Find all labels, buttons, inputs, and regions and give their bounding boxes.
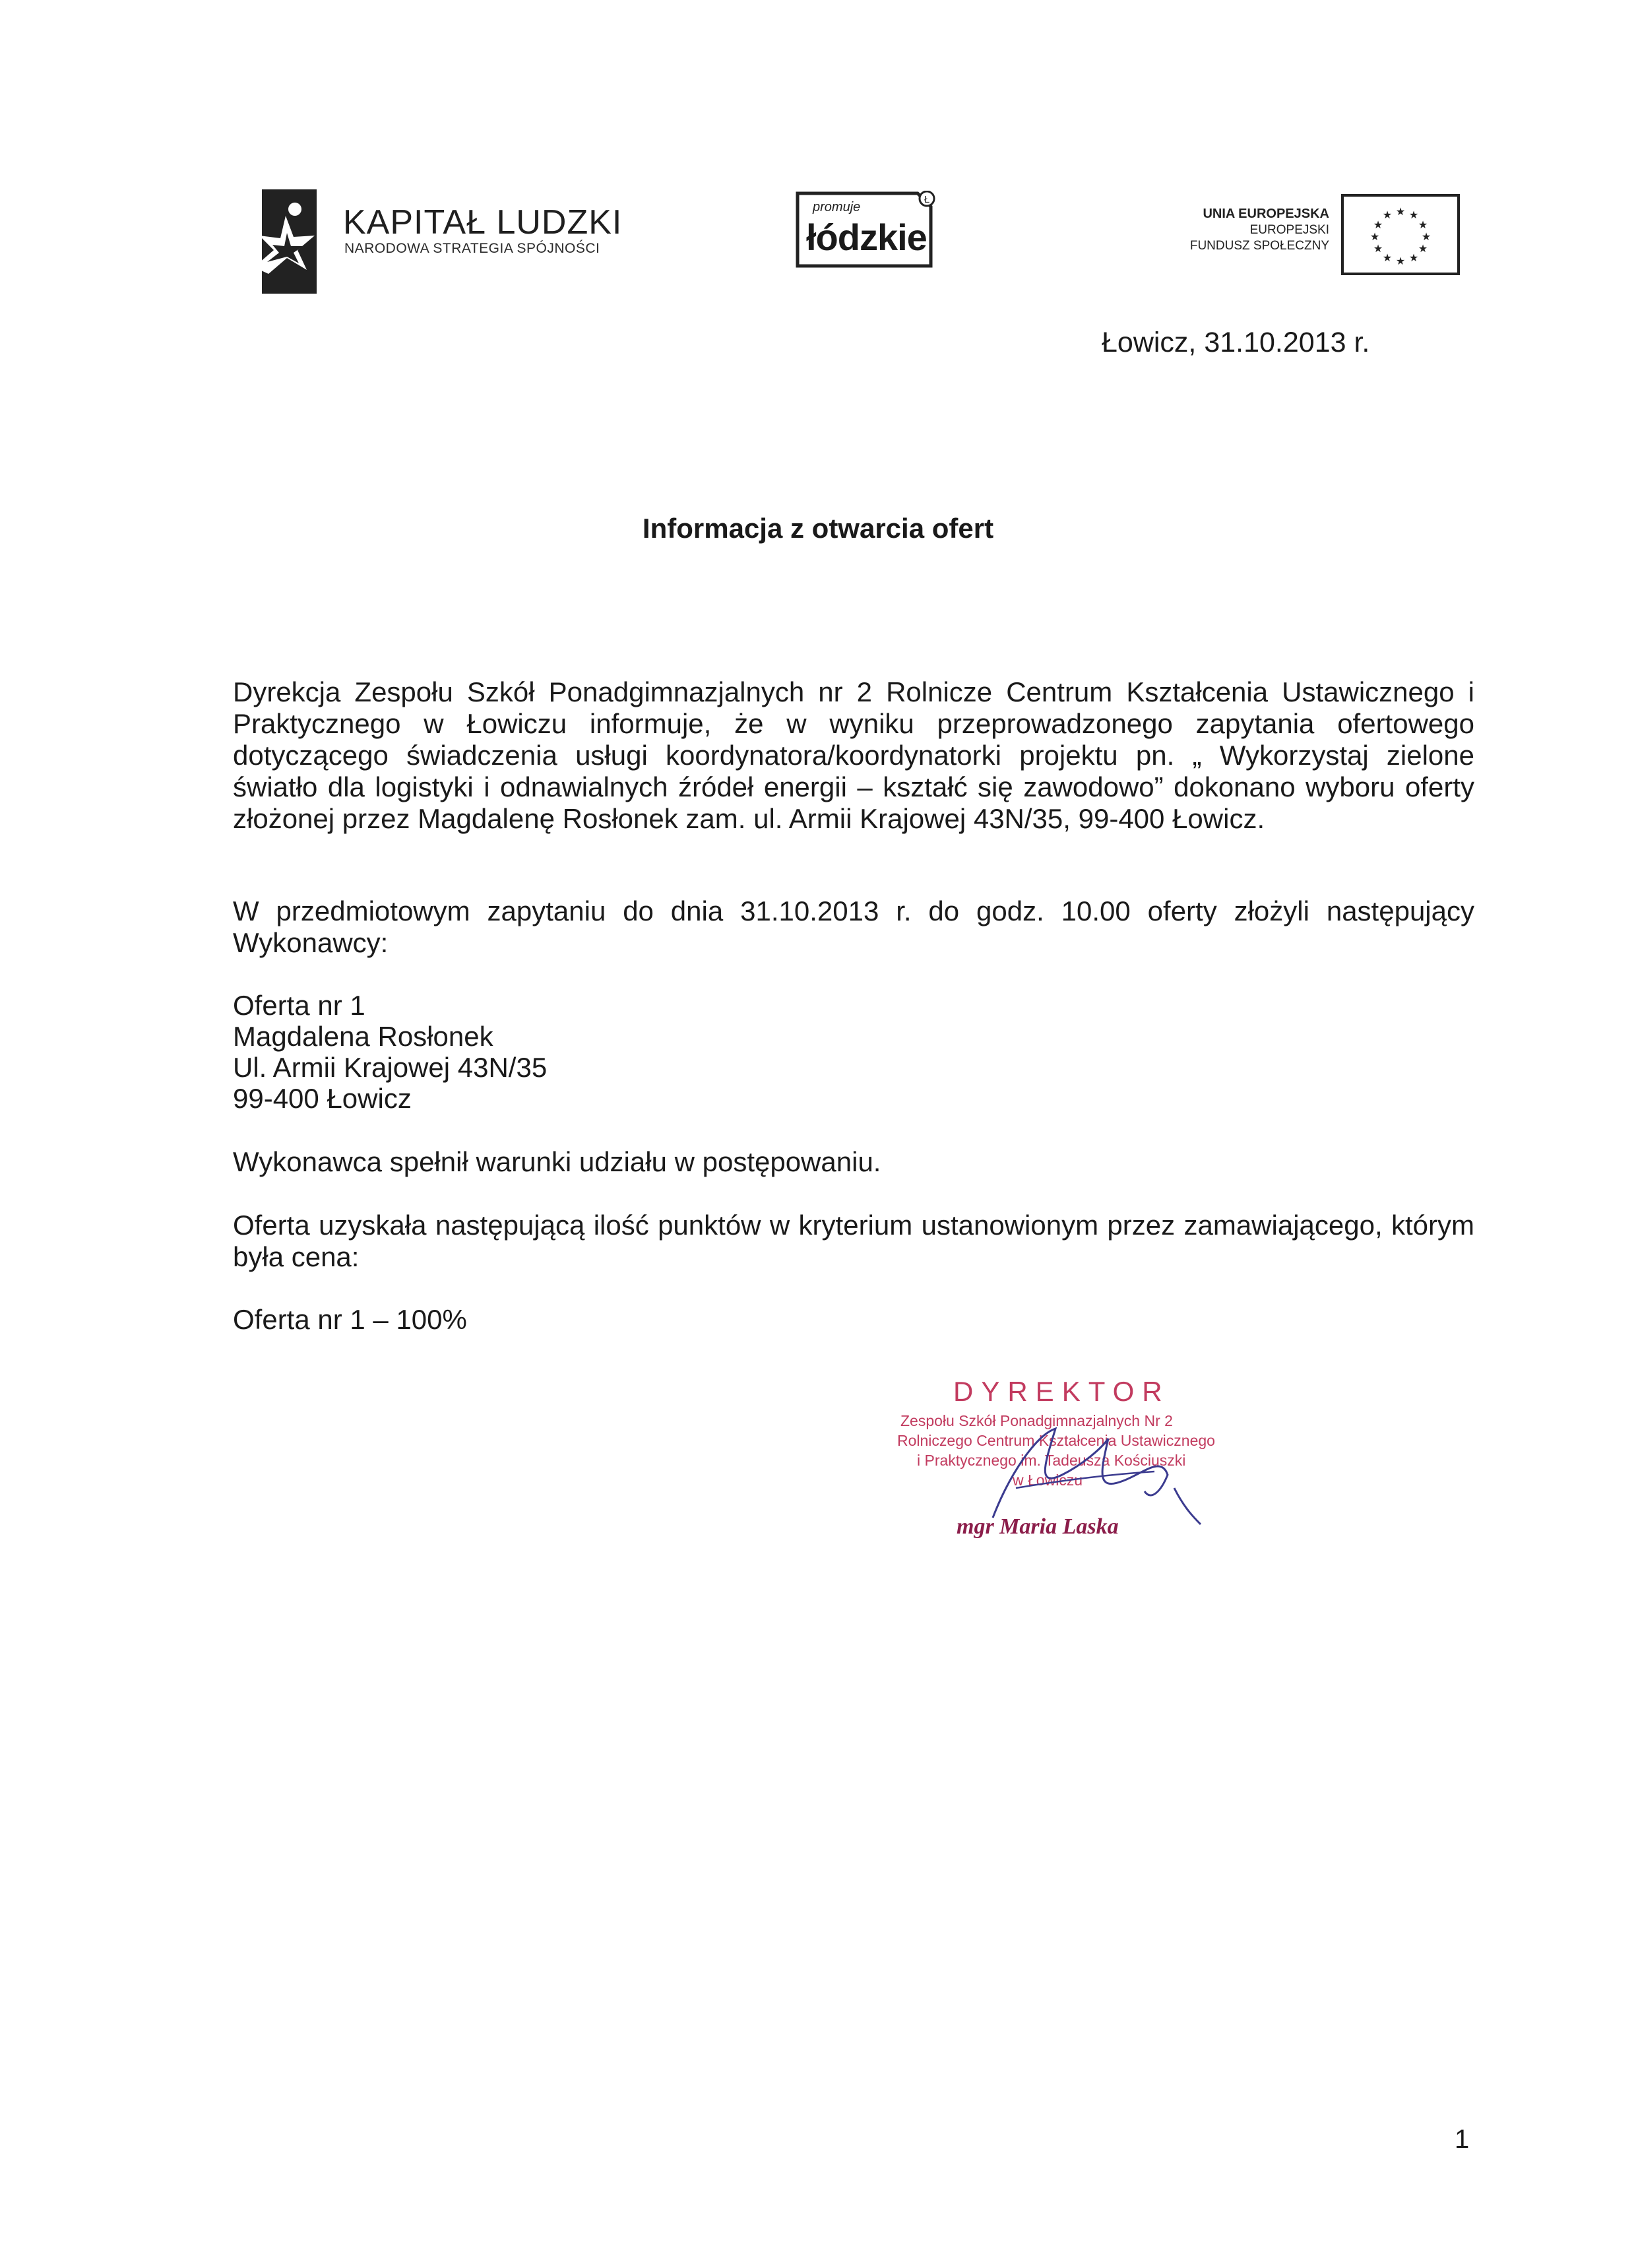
svg-text:★: ★ — [1408, 209, 1419, 221]
handwritten-signature-icon — [884, 1376, 1227, 1547]
paragraph-selection-info: Dyrekcja Zespołu Szkół Ponadgimnazjalnych nr 2 Rolnicze Centrum Kształcenia Ustawicznego i Praktycznego w Łowiczu informuje, że w wyniku przeprowadzonego zapytania ofertowego dotyczącego świadczenia usługi koordynatora/koordynatorki projektu pn. „ Wykorzystaj zielone światło dla logistyki i odnawialnych źródeł energii – kształć się zawodowo” dokonano wyboru oferty złożonej przez Magdalenę Rosłonek zam. ul. Armii Krajowej 43N/35, 99-400 Łowicz. — [233, 676, 1474, 834]
stamp-line-4: w Łowiczu — [1013, 1472, 1083, 1489]
svg-text:★: ★ — [1373, 218, 1383, 231]
paragraph-offers-submitted: W przedmiotowym zapytaniu do dnia 31.10.2013 r. do godz. 10.00 oferty złożyli następujący Wykonawcy: — [233, 895, 1474, 958]
document-date: Łowicz, 31.10.2013 r. — [1102, 327, 1370, 358]
kapital-ludzki-logo-icon — [254, 189, 317, 294]
stamp-line-3: i Praktycznego im. Tadeusza Kościuszki — [917, 1452, 1186, 1469]
document-title: Informacja z otwarcia ofert — [642, 513, 994, 544]
stamp-title: DYREKTOR — [953, 1376, 1170, 1407]
eu-label-line3: FUNDUSZ SPOŁECZNY — [1189, 239, 1329, 253]
eu-label-line1: UNIA EUROPEJSKA — [1203, 207, 1329, 221]
kapital-ludzki-title: KAPITAŁ LUDZKI — [343, 203, 623, 242]
svg-text:★: ★ — [1382, 209, 1393, 221]
director-stamp — [884, 1376, 1227, 1547]
paragraph-conditions: Wykonawca spełnił warunki udziału w postępowaniu. — [233, 1146, 881, 1177]
svg-text:★: ★ — [1395, 255, 1406, 267]
paragraph-scoring: Oferta uzyskała następującą ilość punktów w kryterium ustanowionym przez zamawiającego, którym była cena: — [233, 1210, 1474, 1272]
stamp-signatory: mgr Maria Laska — [957, 1514, 1119, 1539]
svg-text:★: ★ — [1395, 205, 1406, 218]
stamp-line-1: Zespołu Szkół Ponadgimnazjalnych Nr 2 — [900, 1412, 1173, 1429]
svg-text:★: ★ — [1373, 242, 1383, 255]
offer-city: 99-400 Łowicz — [233, 1083, 412, 1114]
kapital-ludzki-subtitle: NARODOWA STRATEGIA SPÓJNOŚCI — [344, 241, 600, 256]
svg-text:★: ★ — [1418, 242, 1428, 255]
offer-name: Magdalena Rosłonek — [233, 1021, 493, 1052]
lodzkie-logo-small-text: promuje — [813, 200, 861, 214]
svg-text:★: ★ — [1421, 230, 1432, 243]
eu-label-line2: EUROPEJSKI — [1249, 223, 1329, 237]
svg-text:★: ★ — [1382, 251, 1393, 264]
svg-text:★: ★ — [1369, 230, 1380, 243]
page-number: 1 — [1455, 2125, 1470, 2154]
svg-text:Ł: Ł — [924, 194, 930, 205]
svg-text:★: ★ — [1408, 251, 1419, 264]
offer-number: Oferta nr 1 — [233, 990, 365, 1021]
offer-score: Oferta nr 1 – 100% — [233, 1304, 467, 1335]
lodzkie-logo-big-text: łódzkie — [806, 216, 927, 258]
offer-street: Ul. Armii Krajowej 43N/35 — [233, 1052, 548, 1083]
svg-text:★: ★ — [1418, 218, 1428, 231]
eu-flag-icon — [1341, 194, 1460, 275]
stamp-line-2: Rolniczego Centrum Kształcenia Ustawicznego — [897, 1432, 1215, 1449]
